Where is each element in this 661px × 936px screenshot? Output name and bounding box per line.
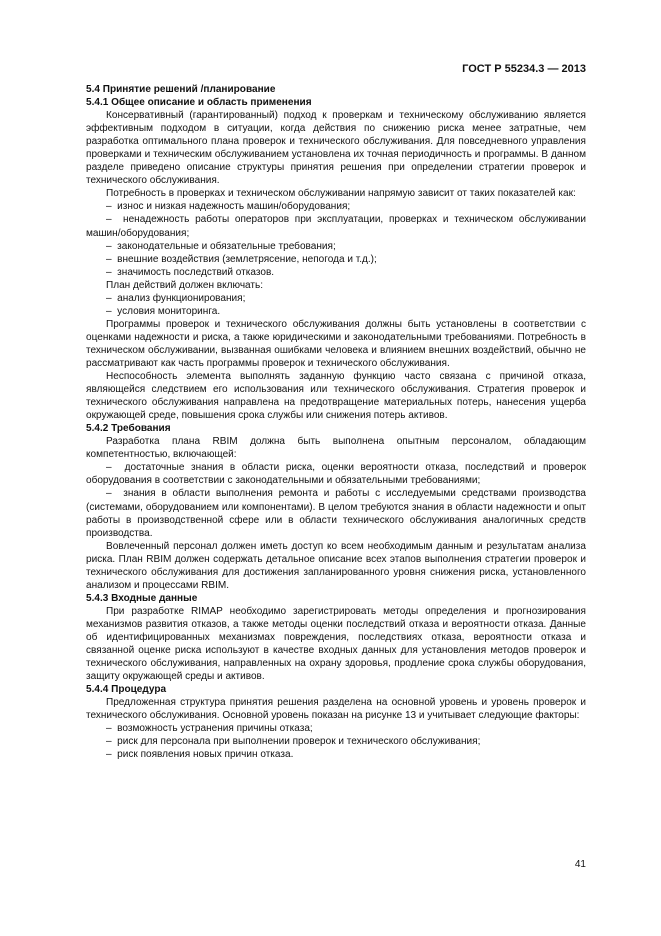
paragraph: Потребность в проверках и техническом обслуживании напрямую зависит от таких показателей как: bbox=[106, 188, 576, 200]
section-5-4-2-title: 5.4.2 Требования bbox=[86, 423, 171, 435]
dash-marker: – bbox=[106, 253, 118, 265]
list-item bbox=[86, 266, 586, 279]
list-item-text: знания в области выполнения ремонта и работы с исследуемыми средствами производства (системами, оборудованием или компонентами). В целом требуются знания в области надежности и опыт работы в производственной сфере или в области технического обслуживания аналогичных средств производства. bbox=[86, 488, 587, 539]
document-code: ГОСТ Р 55234.3 — 2013 bbox=[462, 63, 586, 75]
dash-marker: – bbox=[106, 462, 125, 474]
dash-marker: – bbox=[106, 723, 118, 735]
section-5-4-1-title: 5.4.1 Общее описание и область применения bbox=[86, 97, 312, 109]
list-item-text: достаточные знания в области риска, оценки вероятности отказа, последствий и проверок оборудования в соответствии с законодательными и обязательными требованиями; bbox=[86, 462, 586, 487]
list-item-text: значимость последствий отказов. bbox=[117, 266, 275, 278]
list-item bbox=[86, 461, 586, 487]
list-item-text: риск появления новых причин отказа. bbox=[117, 749, 294, 761]
list-item-text: законодательные и обязательные требования; bbox=[117, 240, 336, 252]
paragraph: Предложенная структура принятия решения разделена на основной уровень и уровень проверок и технического обслуживания. Основной уровень показан на рисунке 13 и учитывает следующие факторы: bbox=[86, 697, 586, 722]
list-item bbox=[86, 200, 586, 213]
dash-marker: – bbox=[106, 736, 118, 748]
list-item bbox=[86, 487, 586, 539]
dash-marker: – bbox=[106, 240, 118, 252]
paragraph: Неспособность элемента выполнять заданную функцию часто связана с причиной отказа, являющейся следствием его использования или технического обслуживания. Стратегия проверок и технического обслуживания направлена на предотвращение материальных потерь, нанесения ущерба окружающей среде, повышения срока службы или снижения потерь активов. bbox=[86, 371, 586, 422]
list-item-text: ненадежность работы операторов при эксплуатации, проверках и техническом обслуживании машин/оборудования; bbox=[86, 214, 587, 239]
list-item-text: износ и низкая надежность машин/оборудования; bbox=[117, 201, 351, 213]
list-item-text: условия мониторинга. bbox=[117, 305, 221, 317]
list-item bbox=[86, 748, 586, 761]
dash-marker: – bbox=[106, 292, 118, 304]
list-item bbox=[86, 305, 586, 318]
paragraph: При разработке RIMAP необходимо зарегистрировать методы определения и прогнозирования механизмов развития отказов, а также методы оценки последствий отказа и вероятности отказа. Данные об идентифицированных механизмах повреждения, последствиях отказа, вероятности отказа и связанной оценке риска используют в качестве входных данных для установления методов проверок и технического обслуживания, направленных на охрану здоровья, продление срока службы оборудования, защиту окружающей среды и активов. bbox=[86, 605, 586, 683]
paragraph: Вовлеченный персонал должен иметь доступ ко всем необходимым данным и результатам анализа риска. План RBIM должен содержать детальное описание всех этапов выполнения стратегии проверок и технического обслуживания для достижения запланированного уровня снижения риска, установленного анализом и процессами RBIM. bbox=[86, 540, 586, 591]
list-item bbox=[86, 292, 586, 305]
list-item-text: риск для персонала при выполнении проверок и технического обслуживания; bbox=[117, 736, 481, 748]
list-item bbox=[86, 735, 586, 748]
paragraph: Программы проверок и технического обслуживания должны быть установлены в соответствии с оценками надежности и риска, а также юридическими и законодательными требованиями. Потребность в техническом обслуживании, вызванная ошибками человека и влиянием внешних воздействий, обычно не рассматривают как часть программы проверок и технического обслуживания. bbox=[86, 318, 586, 369]
section-5-4-4-title: 5.4.4 Процедура bbox=[86, 684, 167, 696]
list-item-text: возможность устранения причины отказа; bbox=[117, 723, 313, 735]
section-5-4-title: 5.4 Принятие решений /планирование bbox=[86, 84, 276, 95]
list-item bbox=[86, 722, 586, 735]
list-item bbox=[86, 240, 586, 253]
dash-marker: – bbox=[106, 214, 124, 226]
dash-marker: – bbox=[106, 305, 118, 317]
page-content bbox=[86, 83, 586, 761]
dash-marker: – bbox=[106, 488, 124, 500]
list-item-text: внешние воздействия (землетрясение, непогода и т.д.); bbox=[117, 253, 377, 265]
dash-marker: – bbox=[106, 749, 118, 761]
list-item-text: анализ функционирования; bbox=[117, 292, 246, 304]
section-5-4-3-title: 5.4.3 Входные данные bbox=[86, 592, 198, 604]
paragraph: Разработка плана RBIM должна быть выполнена опытным персоналом, обладающим компетентностью, включающей: bbox=[86, 436, 586, 461]
paragraph: План действий должен включать: bbox=[106, 279, 264, 291]
page-number: 41 bbox=[574, 859, 586, 870]
dash-marker: – bbox=[106, 266, 118, 278]
dash-marker: – bbox=[106, 201, 118, 213]
list-item bbox=[86, 253, 586, 266]
paragraph: Консервативный (гарантированный) подход к проверкам и техническому обслуживанию является эффективным подходом в ситуации, когда действия по снижению риска менее затратные, чем разработка оптимального плана проверок и технического обслуживания. Для повседневного управления проверками и техническим обслуживанием установлена их точная периодичность и программы. В данном разделе приведено описание структуры принятия решения при определении стратегии проверок и технического обслуживания. bbox=[86, 110, 586, 187]
list-item bbox=[86, 213, 586, 239]
